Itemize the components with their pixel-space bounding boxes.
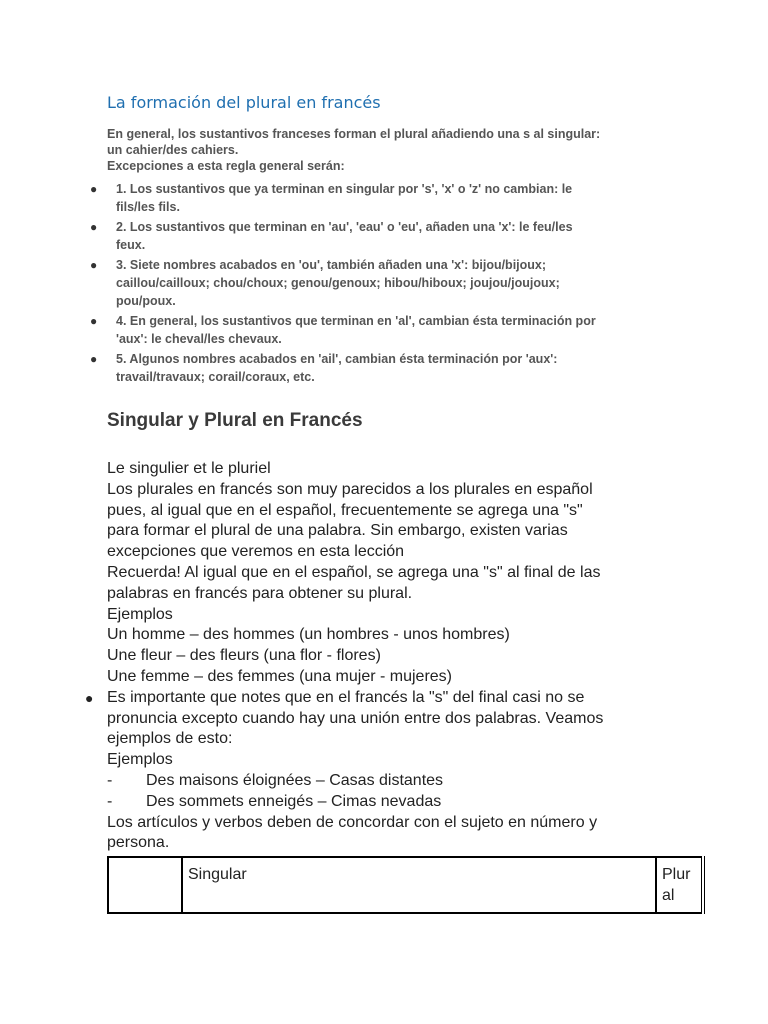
bullet-icon: ● — [90, 258, 98, 272]
section-title-plural-formation: La formación del plural en francés — [107, 93, 381, 112]
body-line: persona. — [107, 834, 170, 852]
dash-marker: - — [107, 771, 113, 789]
bullet-icon: ● — [90, 220, 98, 234]
body-line: Los artículos y verbos deben de concordar con el sujeto en número y — [107, 813, 598, 831]
exception-line: 5. Algunos nombres acabados en 'ail', cambian ésta terminación por 'aux': — [116, 352, 558, 366]
body-line: palabras en francés para obtener su plural. — [107, 584, 413, 602]
bullet-block — [85, 688, 667, 854]
exception-line: fils/les fils. — [116, 200, 180, 214]
dash-item-text: Des sommets enneigés – Cimas nevadas — [146, 792, 442, 810]
table-row — [108, 857, 703, 913]
intro-paragraph — [107, 126, 667, 174]
example-line: Une fleur – des fleurs (una flor - flores) — [107, 647, 381, 665]
intro-line: Excepciones a esta regla general serán: — [107, 159, 345, 173]
exception-line: feux. — [116, 238, 146, 252]
table-cell-empty — [108, 857, 182, 913]
exceptions-list — [0, 180, 768, 388]
table-header-plural — [656, 857, 703, 913]
body-line: pronuncia excepto cuando hay una unión entre dos palabras. Veamos — [107, 709, 604, 727]
body-line: Le singulier et le pluriel — [107, 460, 271, 477]
bullet-icon: ● — [90, 182, 98, 196]
section-title-singular-plural: Singular y Plural en Francés — [107, 410, 363, 431]
dash-item — [107, 771, 667, 792]
bullet-icon: ● — [90, 352, 98, 366]
exception-line: pou/poux. — [116, 294, 176, 308]
bullet-icon: ● — [85, 689, 94, 706]
exception-item — [0, 180, 656, 216]
body-line: Ejemplos — [107, 605, 173, 623]
exception-line: 1. Los sustantivos que ya terminan en singular por 's', 'x' o 'z' no cambian: le — [116, 182, 573, 196]
dash-marker: - — [107, 792, 113, 810]
exception-line: 'aux': le cheval/les chevaux. — [116, 332, 282, 346]
exception-line: 3. Siete nombres acabados en 'ou', también añaden una 'x': bijou/bijoux; — [116, 258, 547, 272]
example-line: Une femme – des femmes (una mujer - mujeres) — [107, 667, 452, 685]
bullet-icon: ● — [90, 314, 98, 328]
intro-line: En general, los sustantivos franceses forman el plural añadiendo una s al singular: — [107, 127, 601, 141]
exception-line: 2. Los sustantivos que terminan en 'au', 'eau' o 'eu', añaden una 'x': le feu/les — [116, 220, 573, 234]
singular-plural-table — [107, 856, 705, 914]
body-line: Recuerda! Al igual que en el español, se agrega una "s" al final de las — [107, 563, 601, 581]
exception-line: caillou/cailloux; chou/choux; genou/genoux; hibou/hiboux; joujou/joujoux; — [116, 276, 560, 290]
exception-item — [0, 256, 656, 310]
body-line: para formar el plural de una palabra. Sin embargo, existen varias — [107, 522, 568, 540]
exception-item — [0, 350, 656, 386]
body-line: Los plurales en francés son muy parecidos a los plurales en español — [107, 480, 593, 498]
table-header-plural-line: al — [662, 887, 675, 904]
exception-item — [0, 312, 656, 348]
table-header-singular: Singular — [182, 857, 656, 913]
dash-item — [107, 792, 667, 813]
exception-line: 4. En general, los sustantivos que terminan en 'al', cambian ésta terminación por — [116, 314, 596, 328]
body-line: pues, al igual que en el español, frecuentemente se agrega una "s" — [107, 501, 583, 519]
body-line: excepciones que veremos en esta lección — [107, 543, 405, 561]
body-line: ejemplos de esto: — [107, 730, 233, 748]
body-line: Es importante que notes que en el francés la "s" del final casi no se — [107, 688, 585, 706]
body-line: Ejemplos — [107, 751, 173, 769]
table-header-plural-line: Plur — [662, 866, 691, 883]
body-text — [85, 459, 667, 854]
intro-line: un cahier/des cahiers. — [107, 143, 239, 157]
dash-item-text: Des maisons éloignées – Casas distantes — [146, 771, 444, 789]
exception-line: travail/travaux; corail/coraux, etc. — [116, 370, 315, 384]
exception-item — [0, 218, 656, 254]
example-line: Un homme – des hommes (un hombres - unos hombres) — [107, 626, 510, 644]
